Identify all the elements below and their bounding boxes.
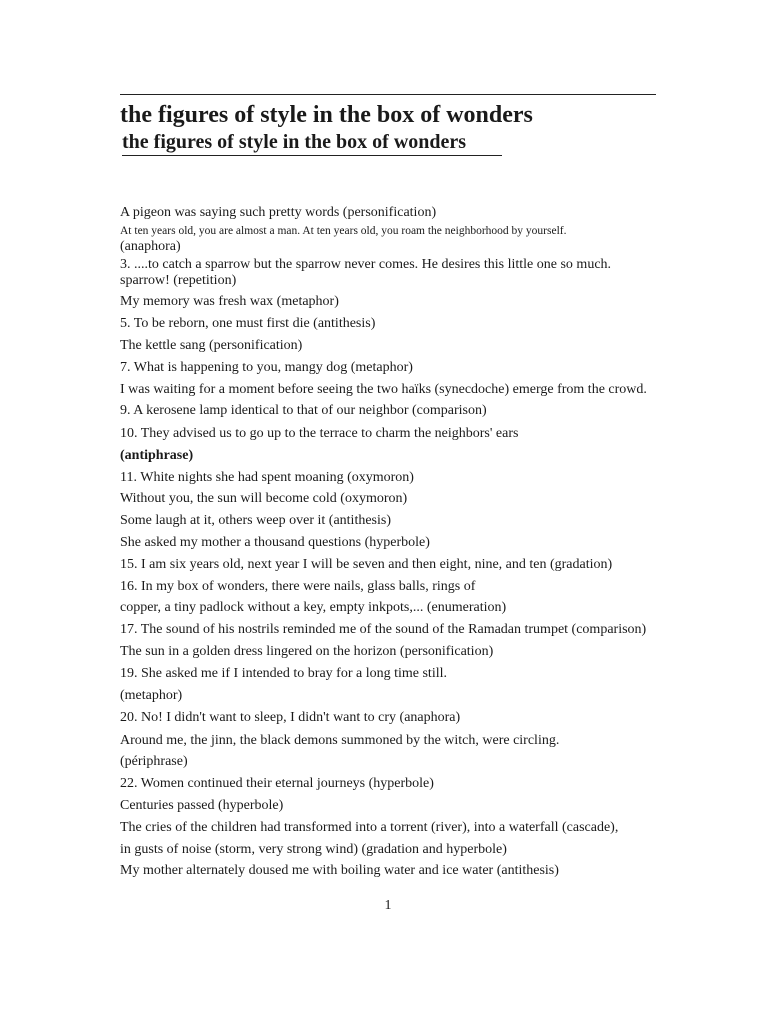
- list-line: She asked my mother a thousand questions (hyperbole): [120, 535, 430, 550]
- list-line: The sun in a golden dress lingered on the horizon (personification): [120, 644, 494, 659]
- list-line: Some laugh at it, others weep over it (antithesis): [120, 513, 391, 528]
- list-line: 3. ....to catch a sparrow but the sparrow never comes. He desires this little one so much.: [120, 257, 612, 272]
- list-line: 20. No! I didn't want to sleep, I didn't want to cry (anaphora): [120, 710, 461, 725]
- list-line: 7. What is happening to you, mangy dog (metaphor): [120, 360, 413, 375]
- list-line: The cries of the children had transformed into a torrent (river), into a waterfall (cascade),: [120, 820, 619, 835]
- page-number: 1: [384, 898, 392, 913]
- list-line: (périphrase): [120, 754, 188, 769]
- list-line: The kettle sang (personification): [120, 338, 303, 353]
- list-line: Around me, the jinn, the black demons summoned by the witch, were circling.: [120, 733, 560, 748]
- list-line: Without you, the sun will become cold (oxymoron): [120, 491, 408, 506]
- list-line: in gusts of noise (storm, very strong wind) (gradation and hyperbole): [120, 842, 507, 857]
- list-line: (antiphrase): [120, 448, 194, 463]
- list-line: 22. Women continued their eternal journeys (hyperbole): [120, 776, 434, 791]
- list-line: 19. She asked me if I intended to bray for a long time still.: [120, 666, 447, 681]
- list-line: (metaphor): [120, 688, 183, 703]
- list-line: 11. White nights she had spent moaning (oxymoron): [120, 470, 414, 485]
- top-horizontal-rule: [120, 94, 656, 95]
- list-line: 16. In my box of wonders, there were nails, glass balls, rings of: [120, 579, 476, 594]
- list-line: sparrow! (repetition): [120, 273, 237, 288]
- list-line: 17. The sound of his nostrils reminded me of the sound of the Ramadan trumpet (comparison): [120, 622, 647, 637]
- list-line: Centuries passed (hyperbole): [120, 798, 284, 813]
- document-title: the figures of style in the box of wonders: [120, 102, 533, 128]
- list-line: (anaphora): [120, 239, 181, 254]
- list-line: At ten years old, you are almost a man. At ten years old, you roam the neighborhood by yourself.: [120, 225, 567, 237]
- list-line: 15. I am six years old, next year I will be seven and then eight, nine, and ten (gradation): [120, 557, 613, 572]
- list-line: 5. To be reborn, one must first die (antithesis): [120, 316, 376, 331]
- list-line: copper, a tiny padlock without a key, empty inkpots,... (enumeration): [120, 600, 507, 615]
- list-line: I was waiting for a moment before seeing the two haïks (synecdoche) emerge from the crowd.: [120, 382, 647, 397]
- list-line: 10. They advised us to go up to the terrace to charm the neighbors' ears: [120, 426, 519, 441]
- list-line: A pigeon was saying such pretty words (personification): [120, 205, 437, 220]
- list-line: My memory was fresh wax (metaphor): [120, 294, 339, 309]
- list-line: My mother alternately doused me with boiling water and ice water (antithesis): [120, 863, 559, 878]
- document-title-underlined: the figures of style in the box of wonders: [122, 129, 502, 156]
- list-line: 9. A kerosene lamp identical to that of our neighbor (comparison): [120, 403, 487, 418]
